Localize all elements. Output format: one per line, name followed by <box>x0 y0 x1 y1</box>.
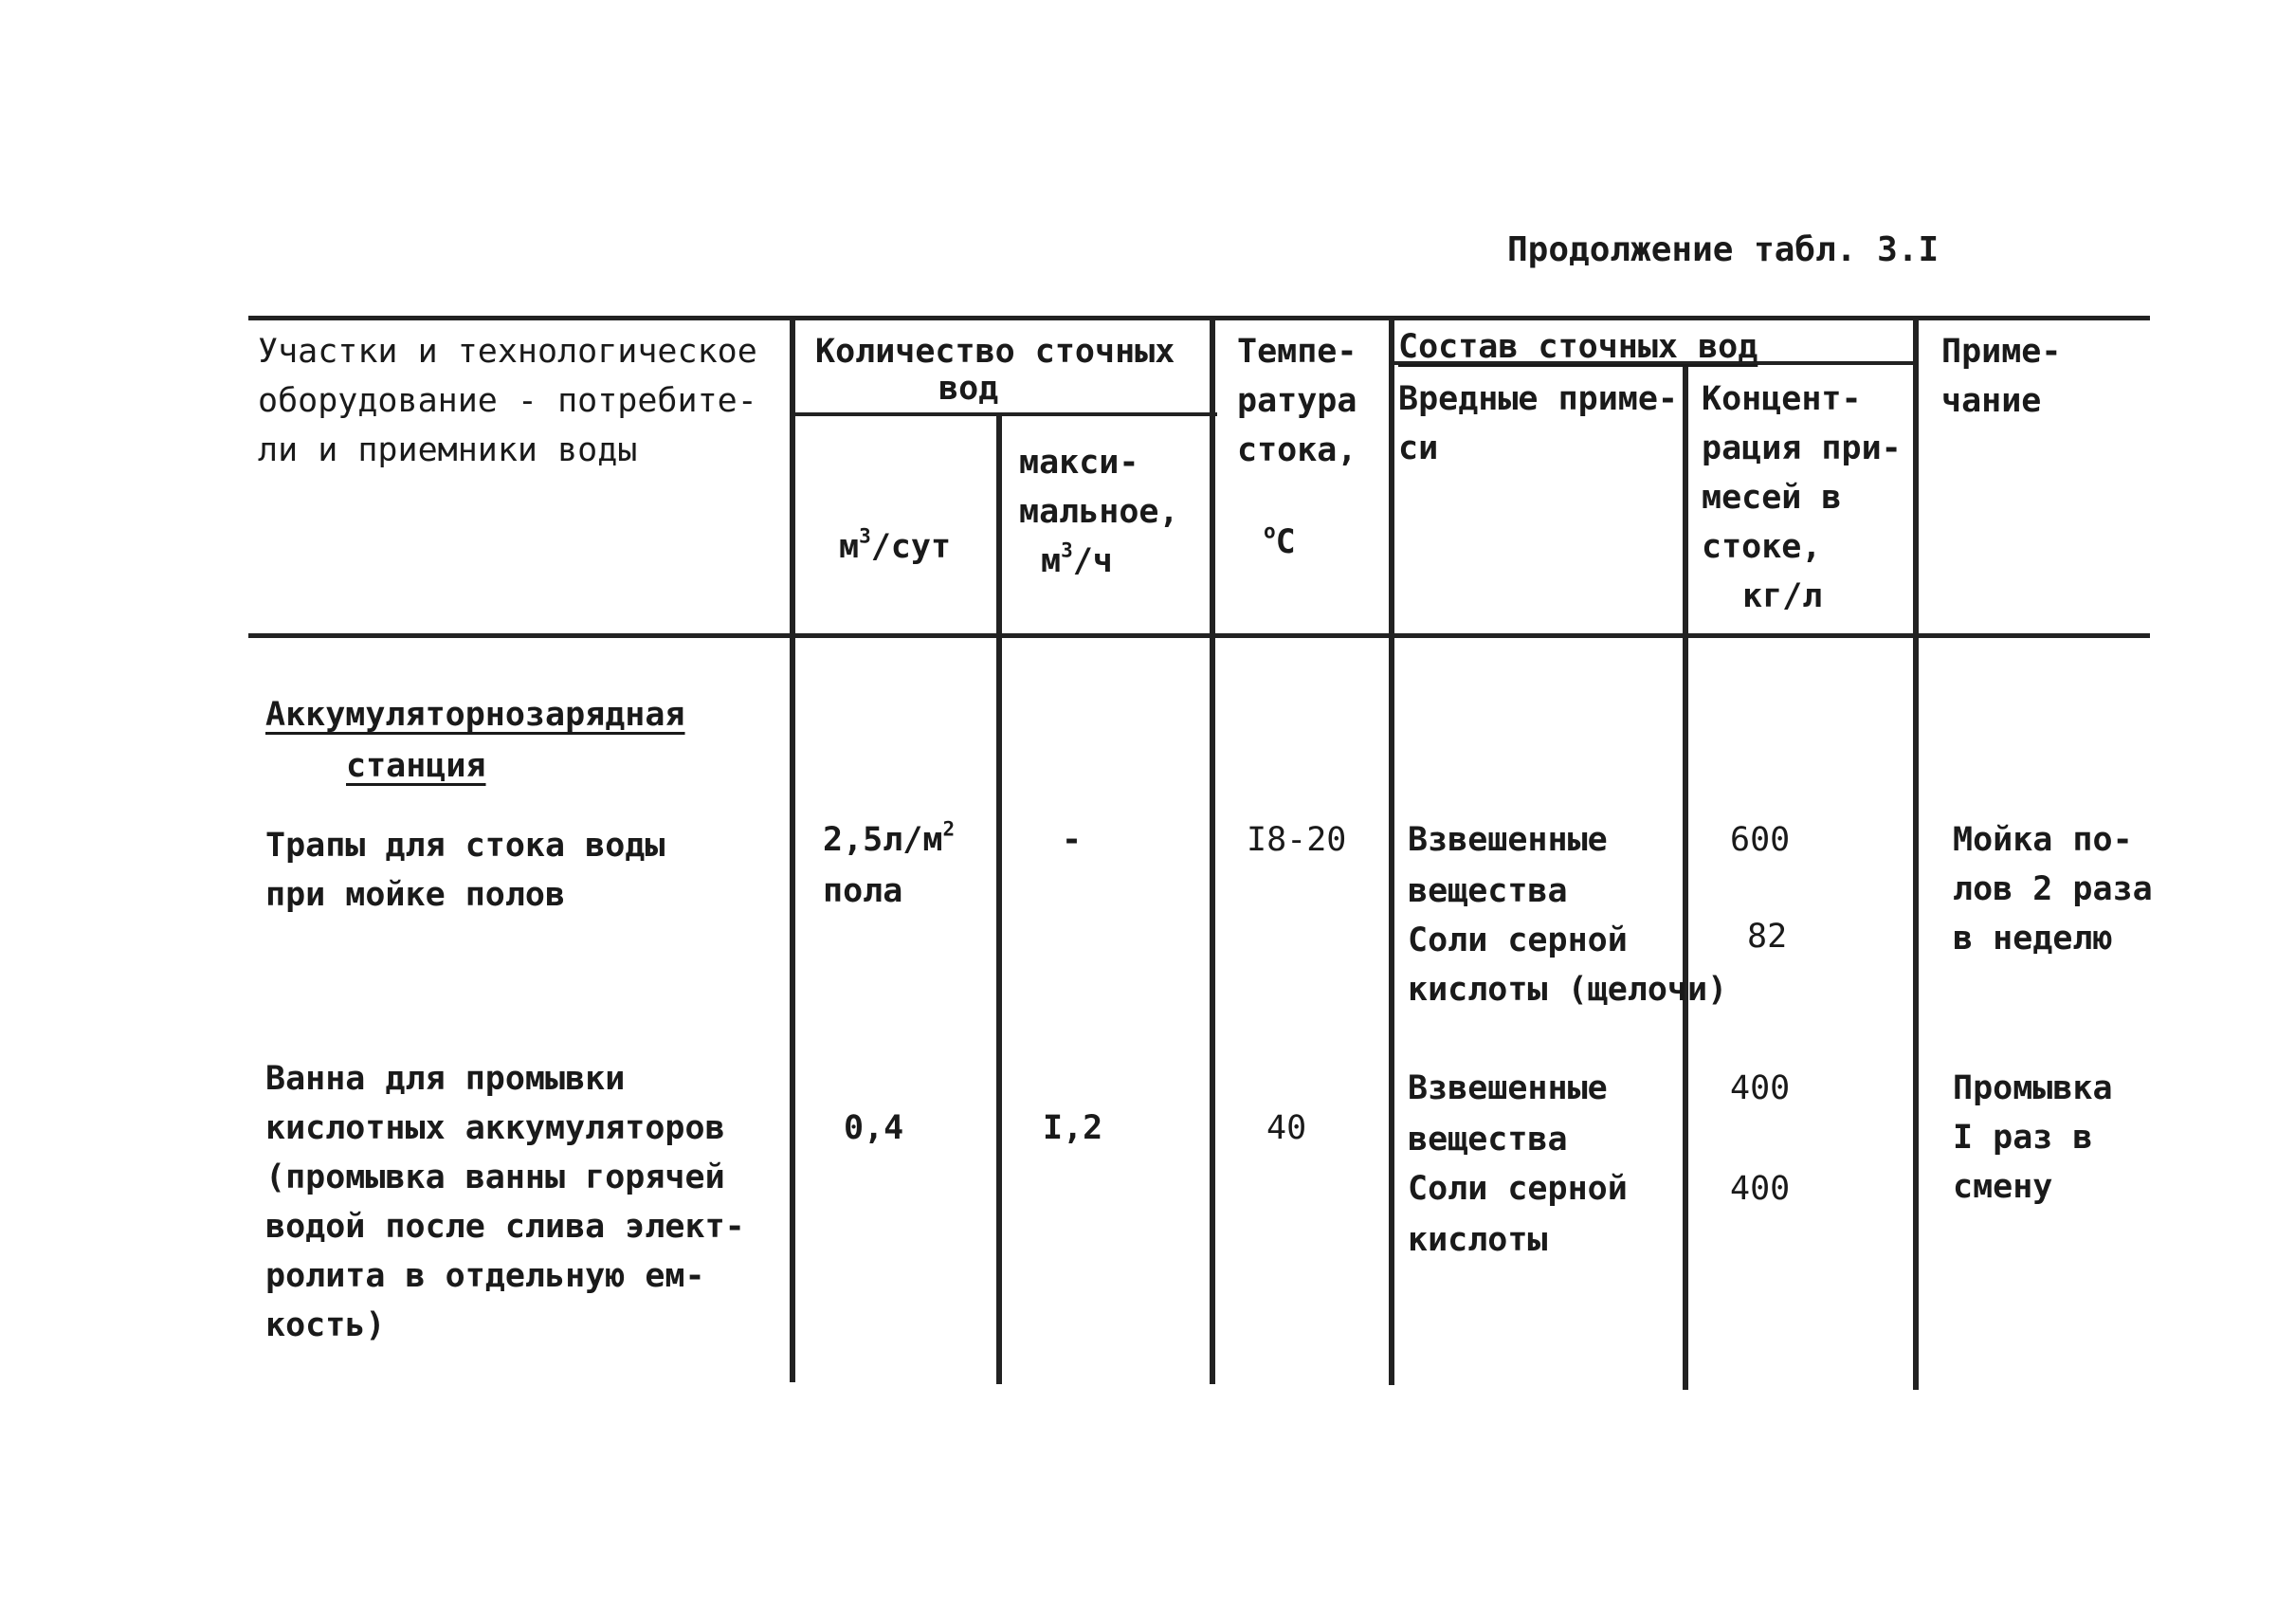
header-flow-group: Количество сточных <box>815 333 1175 371</box>
row-daily-volume: $2,5л/м^2$ <box>823 817 956 859</box>
row-object-name: кислотных аккумуляторов <box>265 1109 725 1147</box>
row-daily-volume-line2: пола <box>823 872 903 910</box>
header-daily-volume: $м^3$/сут <box>839 524 952 566</box>
row-daily-volume: 0,4 <box>844 1109 904 1147</box>
row-object-name: (промывка ванны горячей <box>265 1159 725 1196</box>
header-concentration-line3: месей в <box>1702 479 1842 517</box>
row-impurity: кислоты (щелочи) <box>1408 971 1728 1009</box>
row-note: Промывка <box>1953 1069 2113 1107</box>
header-max-volume-line2: мальное, <box>1019 493 1179 531</box>
header-impurities-line2: си <box>1398 429 1439 467</box>
header-concentration-line5: кг/л <box>1742 577 1823 615</box>
row-temperature: I8-20 <box>1247 821 1347 859</box>
row-impurity: Взвешенные <box>1408 821 1608 859</box>
header-max-volume: макси- <box>1019 444 1139 482</box>
header-note: Приме- <box>1941 333 2062 371</box>
row-concentration: 82 <box>1747 918 1788 956</box>
row-max-volume: I,2 <box>1043 1109 1103 1147</box>
col-divider-1 <box>790 316 795 1382</box>
header-concentration-line4: стоке, <box>1702 528 1822 566</box>
col-divider-2 <box>996 412 1002 1384</box>
row-impurity: Взвешенные <box>1408 1069 1608 1107</box>
row-object-name: кость) <box>265 1306 386 1344</box>
header-col-object-line: ли и приемники воды <box>258 431 638 469</box>
row-note: Мойка по- <box>1953 821 2133 859</box>
row-note: I раз в <box>1953 1119 2093 1157</box>
row-impurity: кислоты <box>1408 1221 1548 1259</box>
row-object-name-line2: при мойке полов <box>265 876 566 914</box>
header-flow-group-line2: вод <box>938 370 999 408</box>
row-max-volume: - <box>1062 821 1083 859</box>
header-concentration: Концент- <box>1702 380 1862 418</box>
row-object-name: Трапы для стока воды <box>265 827 665 865</box>
row-object-name: водой после слива элект- <box>265 1208 745 1246</box>
col-divider-3 <box>1210 316 1215 1384</box>
header-col-object-line: оборудование - потребите- <box>258 382 757 420</box>
row-note: смену <box>1953 1168 2053 1206</box>
header-temperature-unit: $^о$С <box>1264 520 1296 561</box>
flow-subheader-line <box>792 412 1217 416</box>
header-composition-group: Состав сточных вод <box>1398 328 1758 366</box>
row-concentration: 600 <box>1730 821 1791 859</box>
col-divider-4 <box>1389 316 1394 1385</box>
header-impurities: Вредные приме- <box>1398 380 1679 418</box>
row-object-name: ролита в отдельную ем- <box>265 1257 705 1295</box>
row-note: в неделю <box>1953 920 2113 958</box>
row-object-name: Ванна для промывки <box>265 1060 626 1098</box>
header-temperature: Темпе- <box>1237 333 1357 371</box>
header-temperature-line3: стока, <box>1237 431 1357 469</box>
row-concentration: 400 <box>1730 1069 1791 1107</box>
header-temperature-line2: ратура <box>1237 382 1357 420</box>
row-impurity: вещества <box>1408 872 1568 910</box>
row-impurity: вещества <box>1408 1121 1568 1159</box>
row-impurity: Соли серной <box>1408 1170 1628 1208</box>
section-title-line2: станция <box>346 747 486 785</box>
col-divider-5 <box>1683 361 1688 1390</box>
row-temperature: 40 <box>1266 1109 1307 1147</box>
table-caption: Продолжение табл. 3.I <box>1507 230 1940 269</box>
header-bottom-border <box>248 633 2150 638</box>
section-title: Аккумуляторнозарядная <box>265 696 685 734</box>
col-divider-6 <box>1913 316 1919 1390</box>
row-impurity: Соли серной <box>1408 921 1628 959</box>
header-col-object-line: Участки и технологическое <box>258 333 757 371</box>
row-concentration: 400 <box>1730 1170 1791 1208</box>
header-concentration-line2: рация при- <box>1702 429 1902 467</box>
header-note-line2: чание <box>1941 382 2042 420</box>
table-top-border <box>248 316 2150 320</box>
row-note: лов 2 раза <box>1953 870 2153 908</box>
header-max-volume-unit: $м^3/ч$ <box>1041 538 1113 580</box>
